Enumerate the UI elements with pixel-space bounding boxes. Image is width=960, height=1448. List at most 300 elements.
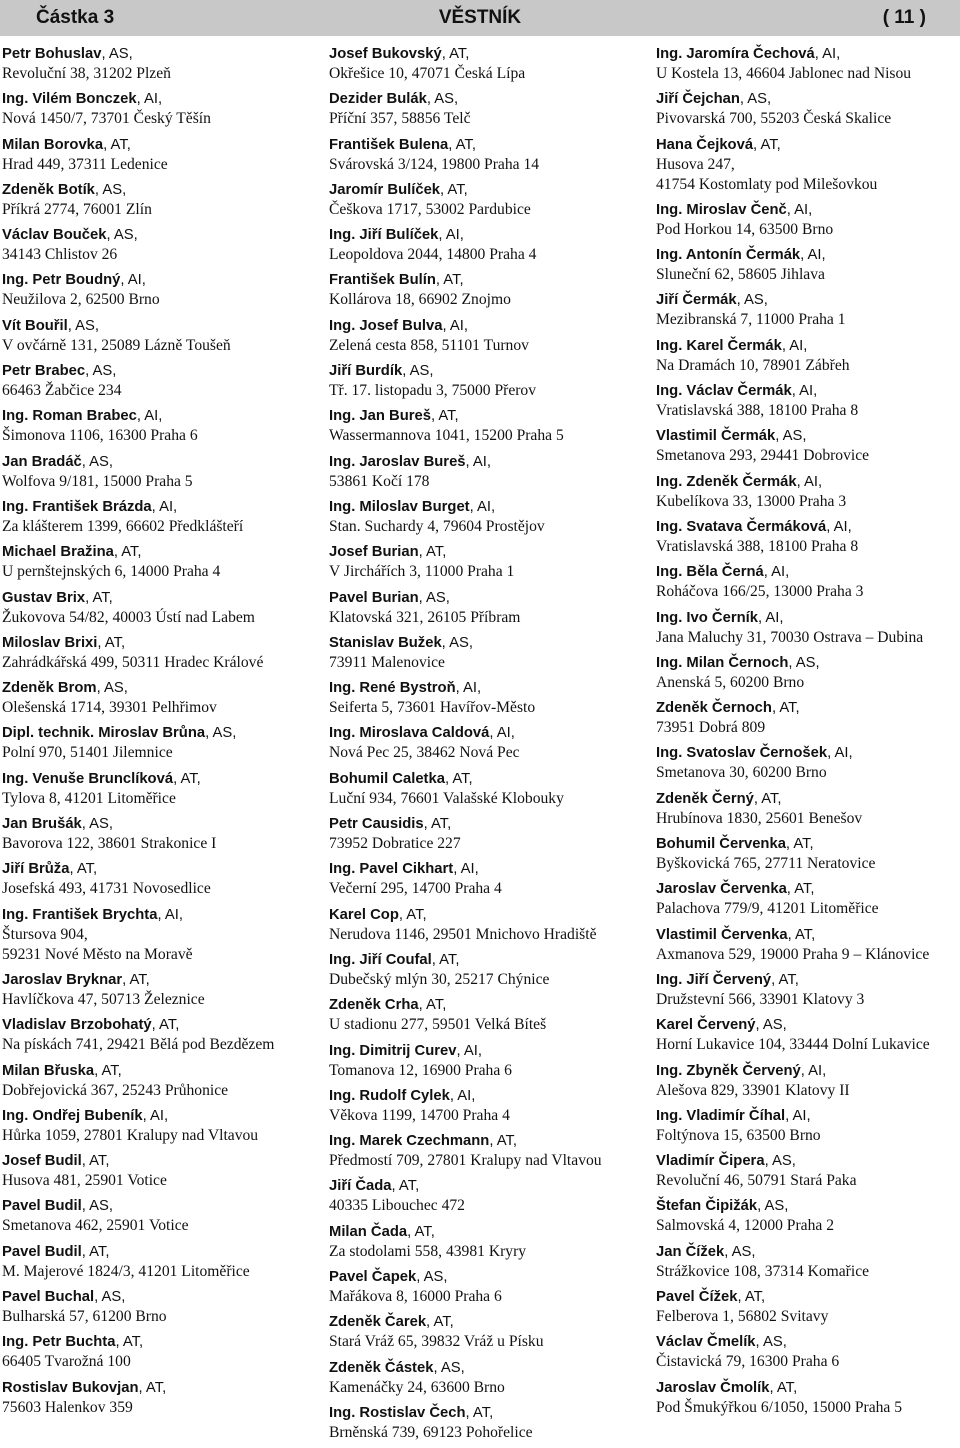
- entry-title-prefix: Ing.: [656, 745, 687, 762]
- entry-name: Jiří Červený: [686, 971, 772, 988]
- entry-name: Pavel Cikhart: [359, 861, 454, 878]
- directory-entry: [2, 1106, 320, 1146]
- entry-name-line: [329, 1131, 647, 1151]
- entry-name: Zdeněk Čarek: [329, 1314, 427, 1331]
- entry-name: Miroslava Caldová: [359, 725, 490, 742]
- entry-authorization-code: , AT,: [430, 408, 459, 425]
- entry-name-line: [656, 925, 958, 945]
- entry-address: Leopoldova 2044, 14800 Praha 4: [329, 246, 537, 264]
- directory-entry: [656, 970, 958, 1010]
- entry-name-line: [2, 905, 320, 925]
- entry-name-line: [2, 361, 320, 381]
- entry-name: Karel Červený: [656, 1017, 756, 1034]
- directory-entry: [329, 1176, 647, 1216]
- entry-address: Revoluční 46, 50791 Stará Paka: [656, 1172, 857, 1190]
- entry-address: Nová Pec 25, 38462 Nová Pec: [329, 744, 520, 762]
- entry-title-prefix: Ing.: [656, 337, 687, 354]
- directory-entry: [2, 905, 320, 965]
- entry-name: Jan Bureš: [359, 408, 431, 425]
- entry-name-line: [656, 834, 958, 854]
- entry-name-line: [656, 562, 958, 582]
- entry-name-line: [656, 698, 958, 718]
- entry-authorization-code: , AT,: [94, 1062, 122, 1079]
- entry-authorization-code: , AI,: [800, 247, 826, 264]
- entry-authorization-code: , AT,: [440, 181, 468, 198]
- entry-name-line: [329, 1086, 647, 1106]
- directory-entry: [2, 180, 320, 220]
- entry-name: Štefan Čipižák: [656, 1198, 758, 1215]
- entry-name: Bohumil Červenka: [656, 836, 786, 853]
- entry-name: Jiří Čermák: [656, 292, 737, 309]
- directory-entry: [656, 1378, 958, 1418]
- entry-name: Miroslav Čenč: [686, 201, 787, 218]
- entry-address: Dubečský mlýn 30, 25217 Chýnice: [329, 970, 550, 988]
- entry-address: Šimonova 1106, 16300 Praha 6: [2, 427, 198, 445]
- directory-entry: [329, 406, 647, 446]
- entry-name-line: [329, 723, 647, 743]
- entry-authorization-code: , AT,: [786, 881, 815, 898]
- entry-name: Petr Boudný: [32, 272, 121, 289]
- entry-address: Pod Horkou 14, 63500 Brno: [656, 220, 834, 238]
- entry-address: Příční 357, 58856 Telč: [329, 110, 471, 128]
- directory-entry: [656, 245, 958, 285]
- entry-authorization-code: , AS,: [441, 634, 473, 651]
- entry-name-line: [656, 44, 958, 64]
- entry-address: Kamenáčky 24, 63600 Brno: [329, 1378, 505, 1396]
- directory-entry: [656, 1332, 958, 1372]
- directory-entry: [2, 633, 320, 673]
- entry-title-prefix: Ing.: [656, 201, 687, 218]
- entry-address: Brněnská 739, 69123 Pohořelice: [329, 1423, 533, 1441]
- directory-entry: [329, 135, 647, 175]
- entry-authorization-code: , AI,: [763, 564, 790, 581]
- entry-name-line: [2, 316, 320, 336]
- entry-authorization-code: , AT,: [423, 816, 452, 833]
- entry-address: Wassermannova 1041, 15200 Praha 5: [329, 427, 564, 445]
- entry-address: U stadionu 277, 59501 Velká Bíteš: [329, 1016, 547, 1034]
- entry-name-line: [2, 1378, 320, 1398]
- entry-name: Rostislav Čech: [359, 1404, 466, 1421]
- directory-entry: [656, 1196, 958, 1236]
- entry-name-line: [329, 859, 647, 879]
- directory-entry: [329, 542, 647, 582]
- entry-name-line: [2, 89, 320, 109]
- entry-authorization-code: , AT,: [489, 1133, 518, 1150]
- entry-name: Bohumil Caletka: [329, 770, 445, 787]
- entry-name: Václav Bouček: [2, 227, 107, 244]
- entry-name-line: [329, 452, 647, 472]
- entry-name: Vít Bouřil: [2, 317, 68, 334]
- entry-name-line: [329, 406, 647, 426]
- entry-name-line: [2, 859, 320, 879]
- entry-name: Jaroslav Červenka: [656, 881, 787, 898]
- entry-name: Karel Čermák: [686, 337, 782, 354]
- directory-entry: [656, 517, 958, 557]
- entry-name-line: [329, 361, 647, 381]
- entry-name: Václav Čmelík: [656, 1334, 756, 1351]
- entry-authorization-code: , AI,: [157, 906, 183, 923]
- directory-entry: [656, 698, 958, 738]
- entry-authorization-code: , AT,: [771, 971, 799, 988]
- entry-authorization-code: , AI,: [796, 473, 823, 490]
- entry-name: Vilém Bonczek: [32, 91, 137, 108]
- entry-address: Smetanova 30, 60200 Brno: [656, 764, 827, 782]
- entry-name: Josef Bukovský: [329, 46, 442, 62]
- entry-name: Jiří Čejchan: [656, 91, 740, 108]
- entry-name: Zdeněk Botík: [2, 181, 95, 198]
- entry-authorization-code: , AT,: [441, 46, 470, 62]
- entry-name: Milan Černoch: [686, 654, 789, 671]
- entry-name-line: [656, 608, 958, 628]
- entry-name-line: [2, 769, 320, 789]
- directory-entry: [656, 1151, 958, 1191]
- directory-entry: [329, 180, 647, 220]
- entry-title-prefix: Ing.: [656, 46, 687, 62]
- directory-entry: [2, 89, 320, 129]
- entry-name-line: [2, 1151, 320, 1171]
- entry-authorization-code: , AS,: [724, 1243, 756, 1260]
- entry-authorization-code: , AT,: [391, 1178, 420, 1195]
- entry-address: Na pískách 741, 29421 Bělá pod Bezdězem: [2, 1036, 275, 1054]
- entry-name: Dimitrij Curev: [359, 1042, 457, 1059]
- entry-name: Michael Bražina: [2, 544, 114, 561]
- entry-name: Běla Černá: [686, 564, 764, 581]
- directory-entry: [329, 995, 647, 1035]
- entry-name: Milan Břuska: [2, 1062, 95, 1079]
- entry-name-line: [2, 588, 320, 608]
- directory-entry: [2, 1196, 320, 1236]
- entry-name-line: [329, 180, 647, 200]
- directory-entry: [329, 633, 647, 673]
- entry-address: Tomanova 12, 16900 Praha 6: [329, 1061, 512, 1079]
- entry-authorization-code: , AS,: [106, 227, 138, 244]
- directory-entry: [329, 316, 647, 356]
- directory-entry: [656, 426, 958, 466]
- entry-name-line: [656, 336, 958, 356]
- directory-entry: [656, 608, 958, 648]
- directory-entry: [2, 406, 320, 446]
- directory-entry: [2, 970, 320, 1010]
- entry-name-line: [656, 1378, 958, 1398]
- entry-name: Jaroslav Čmolík: [656, 1379, 770, 1396]
- entry-name: Jiří Burdík: [329, 363, 403, 380]
- entry-name: René Bystroň: [359, 680, 456, 697]
- entry-address: Večerní 295, 14700 Praha 4: [329, 880, 502, 898]
- directory-entry: [2, 588, 320, 628]
- directory-entry: [656, 44, 958, 84]
- entry-authorization-code: , AS,: [755, 1017, 787, 1034]
- entry-name-line: [329, 678, 647, 698]
- entry-authorization-code: , AT,: [115, 1334, 144, 1351]
- entry-address: Tř. 17. listopadu 3, 75000 Přerov: [329, 382, 537, 400]
- entry-name-line: [656, 1196, 958, 1216]
- entry-authorization-code: , AT,: [97, 634, 126, 651]
- entry-name-line: [2, 452, 320, 472]
- entry-authorization-code: , AT,: [122, 971, 150, 988]
- entry-authorization-code: , AS,: [739, 91, 772, 108]
- directory-entry: [2, 1061, 320, 1101]
- directory-entry: [656, 743, 958, 783]
- entry-address: Anenská 5, 60200 Brno: [656, 673, 805, 691]
- entry-authorization-code: , AI,: [800, 1062, 827, 1079]
- entry-name-line: [656, 1015, 958, 1035]
- entry-address: 75603 Halenkov 359: [2, 1398, 133, 1416]
- entry-title-prefix: Ing.: [656, 247, 686, 264]
- entry-title-prefix: Ing.: [329, 1087, 360, 1104]
- entry-name: Josef Budil: [2, 1153, 82, 1170]
- entry-address: Bavorova 122, 38601 Strakonice I: [2, 835, 217, 853]
- entry-name-line: [2, 1015, 320, 1035]
- entry-name-line: [2, 1196, 320, 1216]
- entry-address: Příkrá 2774, 76001 Zlín: [2, 200, 152, 218]
- directory-entry: [2, 678, 320, 718]
- entry-address: Husova 247,: [656, 155, 735, 173]
- entry-authorization-code: , AI,: [453, 861, 479, 878]
- entry-name: Zdeněk Částek: [329, 1359, 434, 1376]
- entry-authorization-code: , AT,: [448, 136, 476, 153]
- entry-address: Čistavická 79, 16300 Praha 6: [656, 1353, 840, 1371]
- entry-name-line: [329, 497, 647, 517]
- entry-name-line: [329, 135, 647, 155]
- directory-entry: [656, 562, 958, 602]
- entry-address: 73951 Dobrá 809: [656, 719, 766, 737]
- entry-address: Za stodolami 558, 43981 Kryry: [329, 1242, 527, 1260]
- entry-name: Miloslav Brixi: [2, 634, 98, 651]
- entry-title-prefix: Ing.: [2, 498, 33, 515]
- entry-name-line: [2, 678, 320, 698]
- entry-name: Pavel Budil: [2, 1198, 82, 1215]
- entry-authorization-code: , AS,: [81, 1198, 114, 1215]
- entry-name-line: [329, 950, 647, 970]
- directory-entry: [329, 44, 647, 84]
- directory-entry: [2, 1242, 320, 1282]
- entry-title-prefix: Ing.: [329, 408, 360, 425]
- entry-authorization-code: , AI,: [827, 745, 853, 762]
- entry-name-line: [2, 542, 320, 562]
- entry-name: Pavel Čapek: [329, 1269, 417, 1286]
- entry-address: Smetanova 462, 25901 Votice: [2, 1217, 189, 1235]
- entry-name: Petr Causidis: [329, 816, 424, 833]
- entry-name-line: [2, 497, 320, 517]
- directory-entry: [656, 135, 958, 195]
- page-header: [0, 0, 960, 36]
- entry-name: Marek Czechmann: [359, 1133, 490, 1150]
- entry-name-line: [656, 472, 958, 492]
- directory-entry: [2, 452, 320, 492]
- directory-entry: [329, 361, 647, 401]
- entry-name-line: [2, 44, 320, 64]
- directory-entry: [656, 834, 958, 874]
- entry-name-line: [656, 1332, 958, 1352]
- entry-authorization-code: , AT,: [418, 997, 447, 1014]
- entry-name: Jiří Coufal: [359, 951, 432, 968]
- entry-name: Zdeněk Černý: [656, 790, 754, 807]
- entry-name-line: [329, 633, 647, 653]
- entry-authorization-code: , AI,: [786, 201, 813, 218]
- entry-title-prefix: Ing.: [329, 1404, 360, 1421]
- entry-name: František Bulena: [329, 136, 449, 153]
- entry-authorization-code: , AS,: [94, 1289, 126, 1306]
- entry-title-prefix: Dipl. technik.: [2, 725, 99, 742]
- entry-name-line: [329, 1041, 647, 1061]
- entry-authorization-code: , AT,: [753, 136, 781, 153]
- entry-address: Věkova 1199, 14700 Praha 4: [329, 1106, 510, 1124]
- entry-name-line: [2, 406, 320, 426]
- entry-address: Byškovická 765, 27711 Neratovice: [656, 855, 876, 873]
- entry-authorization-code: , AI,: [438, 227, 464, 244]
- entry-address: Češkova 1717, 53002 Pardubice: [329, 200, 531, 218]
- entry-address: Foltýnova 15, 63500 Brno: [656, 1126, 821, 1144]
- entry-authorization-code: , AS,: [85, 363, 117, 380]
- entry-address: Revoluční 38, 31202 Plzeň: [2, 65, 171, 82]
- entry-name-line: [656, 879, 958, 899]
- entry-name: Vlastimil Čermák: [656, 428, 776, 445]
- directory-entry: [656, 1015, 958, 1055]
- entry-address: M. Majerové 1824/3, 41201 Litoměřice: [2, 1262, 250, 1280]
- entry-authorization-code: , AS,: [418, 589, 450, 606]
- entry-name-line: [656, 517, 958, 537]
- entry-name: Jiří Bulíček: [359, 227, 439, 244]
- entry-authorization-code: , AS,: [426, 91, 459, 108]
- entry-authorization-code: , AT,: [407, 1223, 435, 1240]
- entry-title-prefix: Ing.: [656, 473, 687, 490]
- directory-entry: [2, 1151, 320, 1191]
- entry-name: Zdeněk Crha: [329, 997, 419, 1014]
- entry-authorization-code: , AT,: [103, 136, 131, 153]
- entry-name-line: [656, 1287, 958, 1307]
- entry-name: Vladislav Brzobohatý: [2, 1017, 152, 1034]
- entry-address: Roháčova 166/25, 13000 Praha 3: [656, 583, 864, 601]
- entry-address: Svárovská 3/124, 19800 Praha 14: [329, 155, 540, 173]
- entry-name-line: [2, 1242, 320, 1262]
- entry-address: Sluneční 62, 58605 Jihlava: [656, 266, 825, 284]
- entry-authorization-code: , AT,: [435, 272, 464, 289]
- entry-title-prefix: Ing.: [656, 971, 687, 988]
- entry-address: Mařákova 8, 16000 Praha 6: [329, 1288, 502, 1306]
- entry-address: Předmostí 709, 27801 Kralupy nad Vltavou: [329, 1152, 602, 1170]
- directory-entry: [656, 472, 958, 512]
- entry-name: Ivo Černík: [686, 609, 758, 626]
- entry-title-prefix: Ing.: [2, 91, 33, 108]
- entry-authorization-code: , AI,: [826, 518, 852, 535]
- entry-authorization-code: , AS,: [775, 428, 807, 445]
- directory-entry: [2, 1287, 320, 1327]
- entry-name: Josef Burian: [329, 544, 419, 561]
- entry-authorization-code: , AS,: [402, 363, 434, 380]
- entry-name: Pavel Budil: [2, 1243, 82, 1260]
- entry-name: Zdeněk Čermák: [686, 473, 797, 490]
- entry-address: Zelená cesta 858, 51101 Turnov: [329, 336, 529, 354]
- entry-name-line: [656, 789, 958, 809]
- entry-name-line: [656, 290, 958, 310]
- entry-name: Rostislav Bukovjan: [2, 1379, 139, 1396]
- entry-title-prefix: Ing.: [329, 498, 360, 515]
- entry-address: Bulharská 57, 61200 Brno: [2, 1308, 167, 1326]
- entry-authorization-code: , AS,: [81, 453, 114, 470]
- entry-authorization-code: , AT,: [465, 1404, 494, 1421]
- entry-name: Svatava Čermáková: [686, 518, 827, 535]
- directory-entry: [2, 1378, 320, 1418]
- entry-name: Petr Bohuslav: [2, 46, 102, 62]
- page-number: ( 11 ): [882, 7, 926, 28]
- entry-name-line: [656, 89, 958, 109]
- entry-address: Wolfova 9/181, 15000 Praha 5: [2, 472, 193, 490]
- entry-name-line: [2, 270, 320, 290]
- entry-address: U pernštejnských 6, 14000 Praha 4: [2, 563, 221, 581]
- entry-name: Karel Cop: [329, 906, 399, 923]
- directory-entry: [2, 225, 320, 265]
- entry-address: Štursova 904,: [2, 925, 88, 943]
- entry-name-line: [329, 89, 647, 109]
- entry-title-prefix: Ing.: [329, 861, 360, 878]
- entry-name: Petr Brabec: [2, 363, 86, 380]
- directory-entry: [329, 678, 647, 718]
- journal-title: VĚSTNÍK: [438, 7, 522, 28]
- entry-address: 53861 Kočí 178: [329, 472, 430, 490]
- entry-name: Vladimír Čipera: [656, 1153, 765, 1170]
- entry-authorization-code: , AS,: [205, 725, 237, 742]
- entry-address: Strážkovice 108, 37314 Komařice: [656, 1262, 870, 1280]
- entry-authorization-code: , AI,: [136, 408, 163, 425]
- entry-authorization-code: , AT,: [444, 770, 473, 787]
- entry-name: Roman Brabec: [32, 408, 137, 425]
- entry-authorization-code: , AI,: [449, 1087, 476, 1104]
- entry-authorization-code: , AT,: [418, 544, 447, 561]
- entry-address: 34143 Chlistov 26: [2, 246, 118, 264]
- entry-name: Jaromír Bulíček: [329, 181, 441, 198]
- entry-authorization-code: , AS,: [94, 181, 127, 198]
- entry-authorization-code: , AS,: [81, 816, 114, 833]
- entry-address: Alešova 829, 33901 Klatovy II: [656, 1081, 850, 1099]
- directory-entry: [329, 723, 647, 763]
- entry-title-prefix: Ing.: [656, 518, 687, 535]
- directory-entry: [656, 879, 958, 919]
- entry-title-prefix: Ing.: [656, 1107, 687, 1124]
- entry-name-line: [656, 1242, 958, 1262]
- directory-entry: [656, 1106, 958, 1146]
- entry-name-line: [2, 1332, 320, 1352]
- entry-address: Za klášterem 1399, 66602 Předklášteří: [2, 517, 244, 535]
- entry-title-prefix: Ing.: [329, 725, 360, 742]
- entry-authorization-code: , AI,: [142, 1107, 169, 1124]
- entry-name: Jiří Brůža: [2, 861, 70, 878]
- entry-name-line: [656, 245, 958, 265]
- entry-address: Salmovská 4, 12000 Praha 2: [656, 1217, 835, 1235]
- entry-name-line: [2, 1061, 320, 1081]
- directory-entry: [2, 1015, 320, 1055]
- entry-address: Klatovská 321, 26105 Příbram: [329, 608, 521, 626]
- entry-name-line: [2, 225, 320, 245]
- entry-authorization-code: , AT,: [138, 1379, 167, 1396]
- directory-entry: [656, 653, 958, 693]
- entry-address: Nová 1450/7, 73701 Český Těšín: [2, 110, 211, 128]
- directory-entry: [2, 270, 320, 310]
- entry-authorization-code: , AI,: [136, 91, 163, 108]
- entry-title-prefix: Ing.: [2, 408, 33, 425]
- entry-name-line: [329, 1222, 647, 1242]
- directory-entry: [2, 497, 320, 537]
- directory-entry: [656, 290, 958, 330]
- entry-address: Stan. Suchardy 4, 79604 Prostějov: [329, 517, 545, 535]
- entry-authorization-code: , AS,: [67, 317, 100, 334]
- directory-entry: [329, 814, 647, 854]
- directory-entry: [329, 769, 647, 809]
- entry-address: Vratislavská 388, 18100 Praha 8: [656, 537, 859, 555]
- entry-name-line: [2, 1287, 320, 1307]
- entry-name: Vladimír Číhal: [686, 1107, 786, 1124]
- entry-authorization-code: , AT,: [69, 861, 98, 878]
- entry-title-prefix: Ing.: [329, 1042, 360, 1059]
